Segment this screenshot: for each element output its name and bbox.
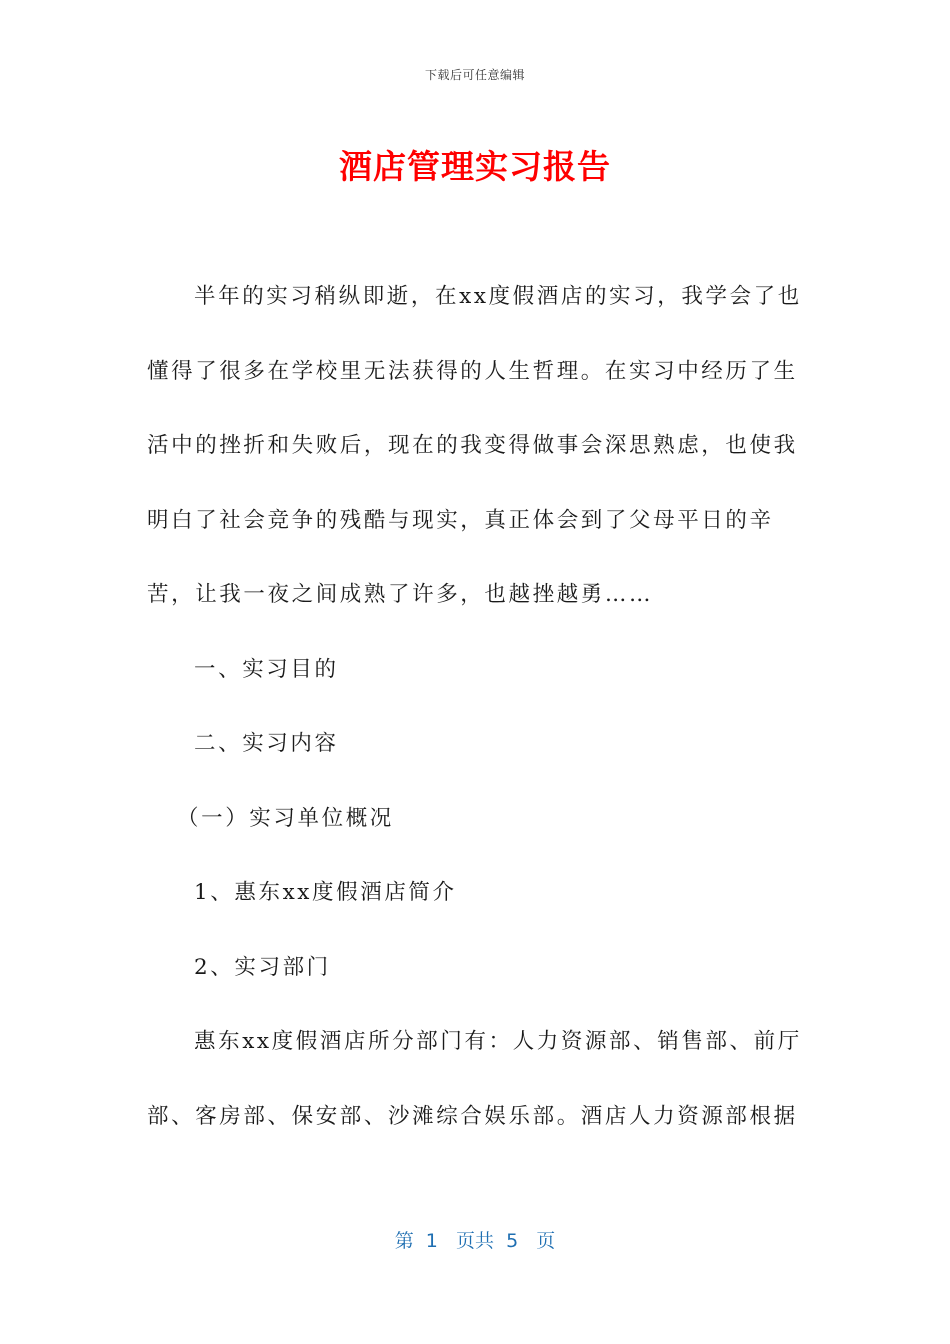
departments-paragraph: 惠东xx度假酒店所分部门有：人力资源部、销售部、前厅部、客房部、保安部、沙滩综合娱乐部。酒店人力资源部根据 (147, 1029, 802, 1129)
intro-paragraph: 半年的实习稍纵即逝，在xx度假酒店的实习，我学会了也懂得了很多在学校里无法获得的人生哲理。在实习中经历了生活中的挫折和失败后，现在的我变得做事会深思熟虑，也使我明白了社会竞争的残酷与现实，真正体会到了父母平日的辛苦，让我一夜之间成熟了许多，也越挫越勇…… (147, 284, 802, 607)
document-body (147, 260, 807, 1154)
subsection-heading-overview: （一）实习单位概况 (177, 805, 394, 831)
page-number: 第 1 页共 5 页 (394, 1230, 556, 1252)
section-heading-purpose: 一、实习目的 (194, 656, 339, 682)
document-title: 酒店管理实习报告 (339, 147, 611, 186)
section-heading-content: 二、实习内容 (194, 731, 339, 756)
header-note: 下载后可任意编辑 (424, 68, 525, 82)
list-item-hotel-intro: 1、惠东xx度假酒店简介 (194, 880, 457, 905)
list-item-department: 2、实习部门 (194, 954, 331, 980)
